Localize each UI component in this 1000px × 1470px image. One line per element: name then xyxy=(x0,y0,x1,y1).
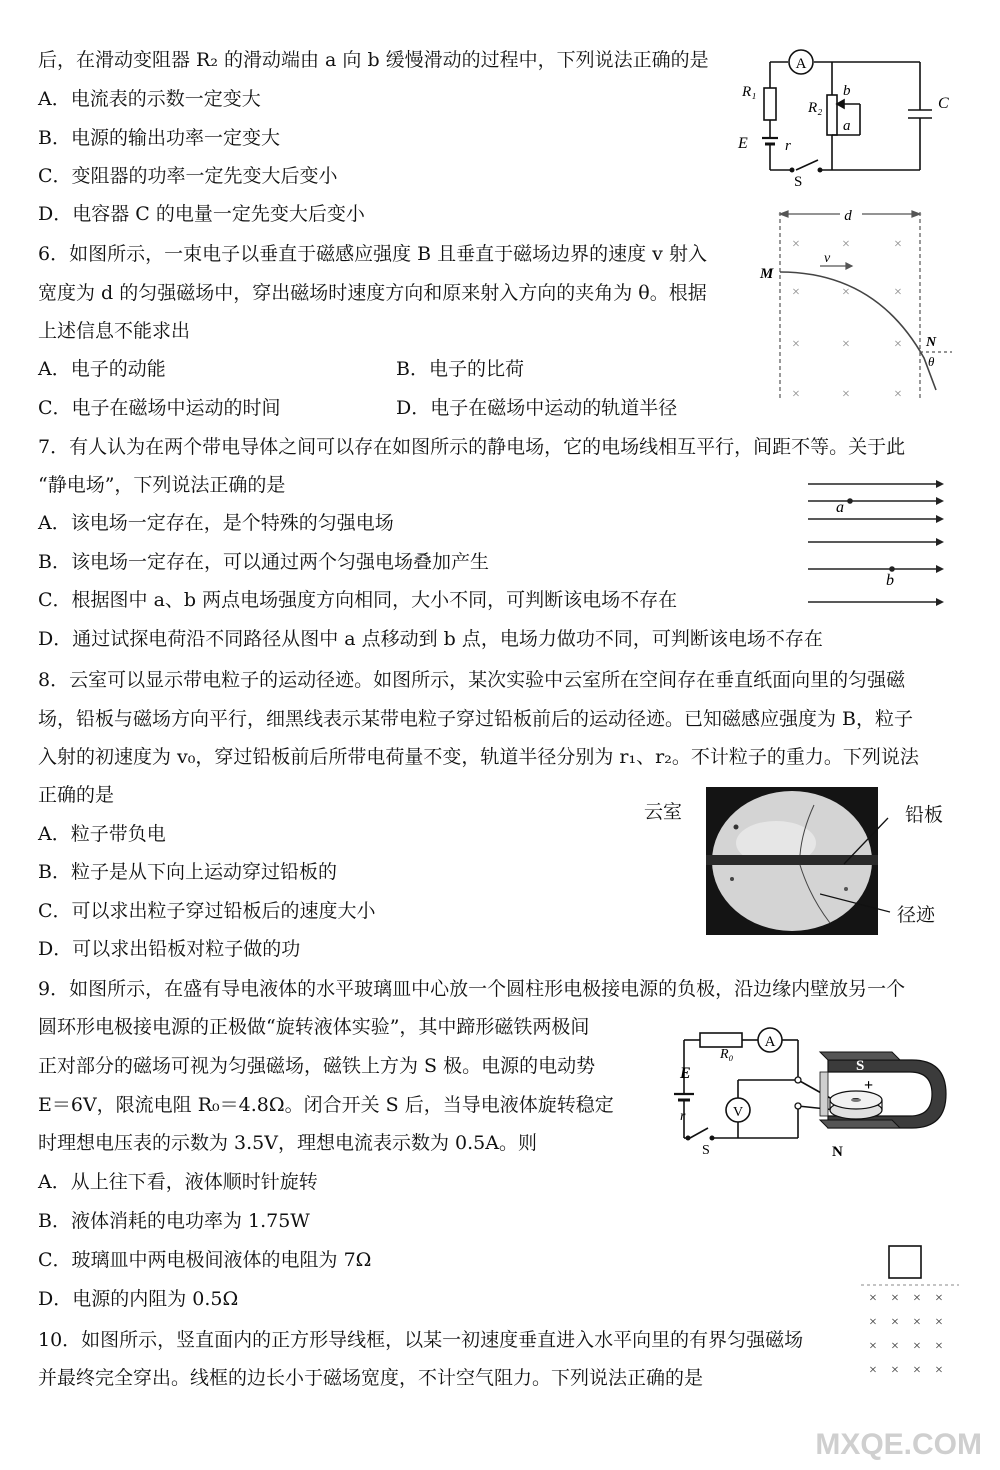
q8-label-lead-plate: 铅板 xyxy=(905,804,944,826)
svg-text:×: × xyxy=(792,387,800,402)
svg-text:×: × xyxy=(894,285,902,300)
svg-text:×: × xyxy=(792,337,800,352)
q9-option-b: B．液体消耗的电功率为 1.75W xyxy=(38,1210,310,1232)
q9-label-voltmeter: V xyxy=(732,1105,744,1120)
q6-line-1: 6．如图所示，一束电子以垂直于磁感应强度 B 且垂直于磁场边界的速度 v 射入 xyxy=(38,243,707,265)
q10-line-1: 10．如图所示，竖直面内的正方形导线框，以某一初速度垂直进入水平向里的有界匀强磁场 xyxy=(38,1329,804,1351)
q8-option-b: B．粒子是从下向上运动穿过铅板的 xyxy=(38,861,337,883)
q9-label-n-pole: N xyxy=(832,1144,843,1160)
q7-field-lines-figure xyxy=(800,472,955,617)
q7-option-c: C．根据图中 a、b 两点电场强度方向相同，大小不同，可判断该电场不存在 xyxy=(38,589,678,611)
svg-text:×: × xyxy=(894,387,902,402)
svg-text:×: × xyxy=(869,1291,877,1306)
svg-text:×: × xyxy=(869,1315,877,1330)
q6-label-d: d xyxy=(844,208,852,224)
q5-label-r2: R₂ xyxy=(808,100,823,116)
q8-line-4: 正确的是 xyxy=(38,784,115,806)
q5-option-b: B．电源的输出功率一定变大 xyxy=(38,127,280,149)
q7-label-b: b xyxy=(886,572,894,589)
q9-rotating-liquid-figure xyxy=(660,1020,960,1160)
square-frame-icon xyxy=(889,1246,921,1278)
q9-label-switch-s: S xyxy=(702,1143,710,1158)
q5-stem: 后，在滑动变阻器 R₂ 的滑动端由 a 向 b 缓慢滑动的过程中，下列说法正确的是 xyxy=(38,49,709,71)
svg-text:×: × xyxy=(913,1315,921,1330)
q9-label-plus: + xyxy=(864,1077,874,1094)
q6-label-m: M xyxy=(760,266,774,282)
q7-line-1: 7．有人认为在两个带电导体之间可以存在如图所示的静电场，它的电场线相互平行，间距不等。关于此 xyxy=(38,436,906,458)
svg-text:×: × xyxy=(935,1315,943,1330)
q7-option-a: A．该电场一定存在，是个特殊的匀强电场 xyxy=(38,512,394,534)
q9-option-d: D．电源的内阻为 0.5Ω xyxy=(38,1288,239,1310)
q6-line-2: 宽度为 d 的匀强磁场中，穿出磁场时速度方向和原来射入方向的夹角为 θ。根据 xyxy=(38,282,707,304)
q9-line-3: 正对部分的磁场可视为匀强磁场，磁铁上方为 S 极。电源的电动势 xyxy=(38,1055,596,1077)
q10-square-frame-figure xyxy=(855,1240,965,1400)
q8-line-3: 入射的初速度为 v₀，穿过铅板前后所带电荷量不变，轨道半径分别为 r₁、r₂。不计粒子的重力。下列说法 xyxy=(38,746,919,768)
svg-text:×: × xyxy=(869,1339,877,1354)
q9-label-s-pole: S xyxy=(856,1058,865,1074)
q5-circuit-figure xyxy=(730,40,960,190)
q7-option-d: D．通过试探电荷沿不同路径从图中 a 点移动到 b 点，电场力做功不同，可判断该电场不存在 xyxy=(38,628,823,650)
q9-option-a: A．从上往下看，液体顺时针旋转 xyxy=(38,1171,318,1193)
q5-label-c: C xyxy=(938,95,949,112)
svg-text:×: × xyxy=(792,285,800,300)
svg-text:×: × xyxy=(891,1291,899,1306)
svg-text:×: × xyxy=(935,1363,943,1378)
q6-label-v: v xyxy=(824,251,831,266)
q9-line-5: 时理想电压表的示数为 3.5V，理想电流表示数为 0.5A。则 xyxy=(38,1132,537,1154)
q5-label-r: r xyxy=(785,138,791,154)
svg-text:×: × xyxy=(891,1339,899,1354)
svg-text:×: × xyxy=(935,1291,943,1306)
q5-label-e: E xyxy=(738,135,748,152)
q9-label-minus: − xyxy=(852,1091,860,1106)
q8-option-c: C．可以求出粒子穿过铅板后的速度大小 xyxy=(38,900,376,922)
svg-text:×: × xyxy=(891,1363,899,1378)
q7-label-a: a xyxy=(836,499,844,516)
q5-label-r1: R₁ xyxy=(742,84,757,100)
q7-option-b: B．该电场一定存在，可以通过两个匀强电场叠加产生 xyxy=(38,551,489,573)
svg-text:×: × xyxy=(842,285,850,300)
q9-label-r0: R₀ xyxy=(720,1047,734,1062)
watermark: MXQE.COM xyxy=(815,1428,982,1461)
q6-line-3: 上述信息不能求出 xyxy=(38,320,191,342)
q6-magnetic-field-figure xyxy=(756,200,956,410)
svg-text:×: × xyxy=(869,1363,877,1378)
q8-label-track: 径迹 xyxy=(897,904,936,926)
svg-text:×: × xyxy=(842,337,850,352)
q8-line-2: 场，铅板与磁场方向平行，细黑线表示某带电粒子穿过铅板前后的运动径迹。已知磁感应强度为 B，粒子 xyxy=(38,708,914,730)
q5-label-a: a xyxy=(843,118,851,134)
q6-option-b: B．电子的比荷 xyxy=(396,358,524,380)
q9-label-ammeter: A xyxy=(764,1034,776,1050)
svg-text:×: × xyxy=(913,1291,921,1306)
q9-line-2: 圆环形电极接电源的正极做“旋转液体实验”，其中蹄形磁铁两极间 xyxy=(38,1016,590,1038)
q6-field-crosses xyxy=(792,237,902,402)
q6-label-n: N xyxy=(926,335,937,350)
q10-field-crosses xyxy=(869,1291,943,1378)
q9-option-c: C．玻璃皿中两电极间液体的电阻为 7Ω xyxy=(38,1249,372,1271)
q5-option-d: D．电容器 C 的电量一定先变大后变小 xyxy=(38,203,365,225)
svg-text:×: × xyxy=(913,1339,921,1354)
q7-line-2: “静电场”，下列说法正确的是 xyxy=(38,474,286,496)
q6-option-d: D．电子在磁场中运动的轨道半径 xyxy=(396,397,678,419)
svg-text:×: × xyxy=(913,1363,921,1378)
svg-text:×: × xyxy=(792,237,800,252)
q8-line-1: 8．云室可以显示带电粒子的运动径迹。如图所示，某次实验中云室所在空间存在垂直纸面向里的匀强磁 xyxy=(38,669,906,691)
q5-label-ammeter: A xyxy=(795,56,807,72)
q6-label-theta: θ xyxy=(928,354,935,369)
q9-line-1: 9．如图所示，在盛有导电液体的水平玻璃皿中心放一个圆柱形电极接电源的负极，沿边缘内壁放另一个 xyxy=(38,978,906,1000)
svg-text:×: × xyxy=(842,387,850,402)
svg-text:×: × xyxy=(935,1339,943,1354)
q6-option-a: A．电子的动能 xyxy=(38,358,166,380)
q5-option-c: C．变阻器的功率一定先变大后变小 xyxy=(38,165,338,187)
q6-option-c: C．电子在磁场中运动的时间 xyxy=(38,397,281,419)
svg-text:×: × xyxy=(891,1315,899,1330)
svg-text:×: × xyxy=(842,237,850,252)
q10-line-2: 并最终完全穿出。线框的边长小于磁场宽度，不计空气阻力。下列说法正确的是 xyxy=(38,1367,704,1389)
q5-label-s: S xyxy=(794,174,803,190)
q5-label-b: b xyxy=(843,83,851,99)
q8-label-cloud-chamber: 云室 xyxy=(644,801,683,823)
q5-option-a: A．电流表的示数一定变大 xyxy=(38,88,261,110)
q8-option-a: A．粒子带负电 xyxy=(38,823,166,845)
q9-label-r: r xyxy=(680,1109,686,1124)
q9-line-4: E＝6V，限流电阻 R₀＝4.8Ω。闭合开关 S 后，当导电液体旋转稳定 xyxy=(38,1094,614,1116)
svg-text:×: × xyxy=(894,337,902,352)
q8-option-d: D．可以求出铅板对粒子做的功 xyxy=(38,938,301,960)
q9-label-e: E xyxy=(680,1065,691,1082)
svg-text:×: × xyxy=(894,237,902,252)
